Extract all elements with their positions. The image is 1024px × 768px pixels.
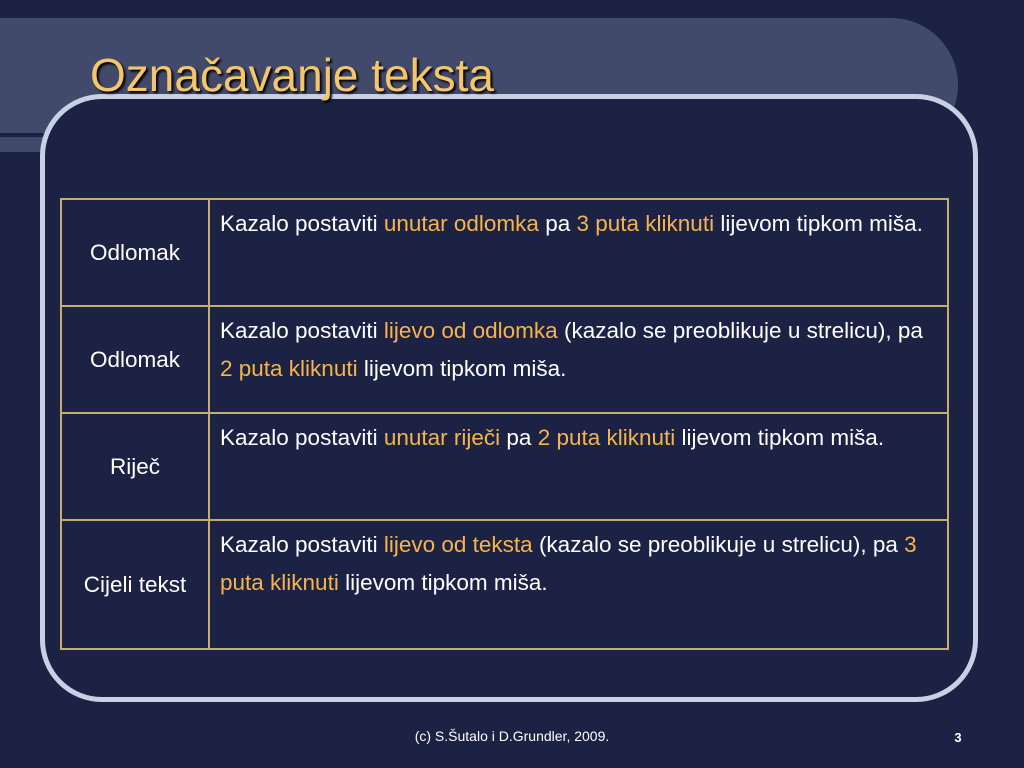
row-description — [209, 520, 948, 649]
desc-segment-accent: unutar riječi — [383, 425, 501, 450]
desc-segment: Kazalo postaviti — [220, 318, 384, 343]
desc-segment: pa — [538, 211, 577, 236]
table-row — [61, 199, 948, 306]
table-row — [61, 520, 948, 649]
selection-table — [60, 198, 949, 650]
desc-segment: lijevom tipkom miša. — [714, 211, 923, 236]
desc-segment: Kazalo postaviti — [220, 211, 384, 236]
desc-segment-accent: 3 puta kliknuti — [220, 532, 917, 595]
page-number: 3 — [954, 730, 962, 745]
row-description — [209, 306, 948, 413]
desc-segment: lijevom tipkom miša. — [675, 425, 885, 450]
desc-segment: lijevom tipkom miša. — [357, 356, 567, 381]
table-row — [61, 413, 948, 520]
desc-segment: lijevom tipkom miša. — [338, 570, 548, 595]
desc-segment-accent: lijevo od teksta — [383, 532, 533, 557]
desc-segment: (kazalo se preoblikuje u strelicu), pa — [532, 532, 905, 557]
row-label: Odlomak — [61, 306, 209, 413]
desc-segment: Kazalo postaviti — [220, 425, 384, 450]
slide-title: Označavanje teksta — [90, 49, 495, 101]
desc-segment: (kazalo se preoblikuje u strelicu), pa — [557, 318, 923, 343]
desc-segment-accent: 3 puta kliknuti — [576, 211, 715, 236]
row-label: Cijeli tekst — [61, 520, 209, 649]
desc-segment: Kazalo postaviti — [220, 532, 384, 557]
table-row — [61, 306, 948, 413]
desc-segment: pa — [500, 425, 538, 450]
row-description — [209, 199, 948, 306]
footer-copyright: (c) S.Šutalo i D.Grundler, 2009. — [414, 728, 610, 744]
row-label: Riječ — [61, 413, 209, 520]
row-description — [209, 413, 948, 520]
desc-segment-accent: unutar odlomka — [383, 211, 539, 236]
desc-segment-accent: 2 puta kliknuti — [537, 425, 676, 450]
row-label: Odlomak — [61, 199, 209, 306]
desc-segment-accent: lijevo od odlomka — [383, 318, 558, 343]
desc-segment-accent: 2 puta kliknuti — [220, 356, 358, 381]
